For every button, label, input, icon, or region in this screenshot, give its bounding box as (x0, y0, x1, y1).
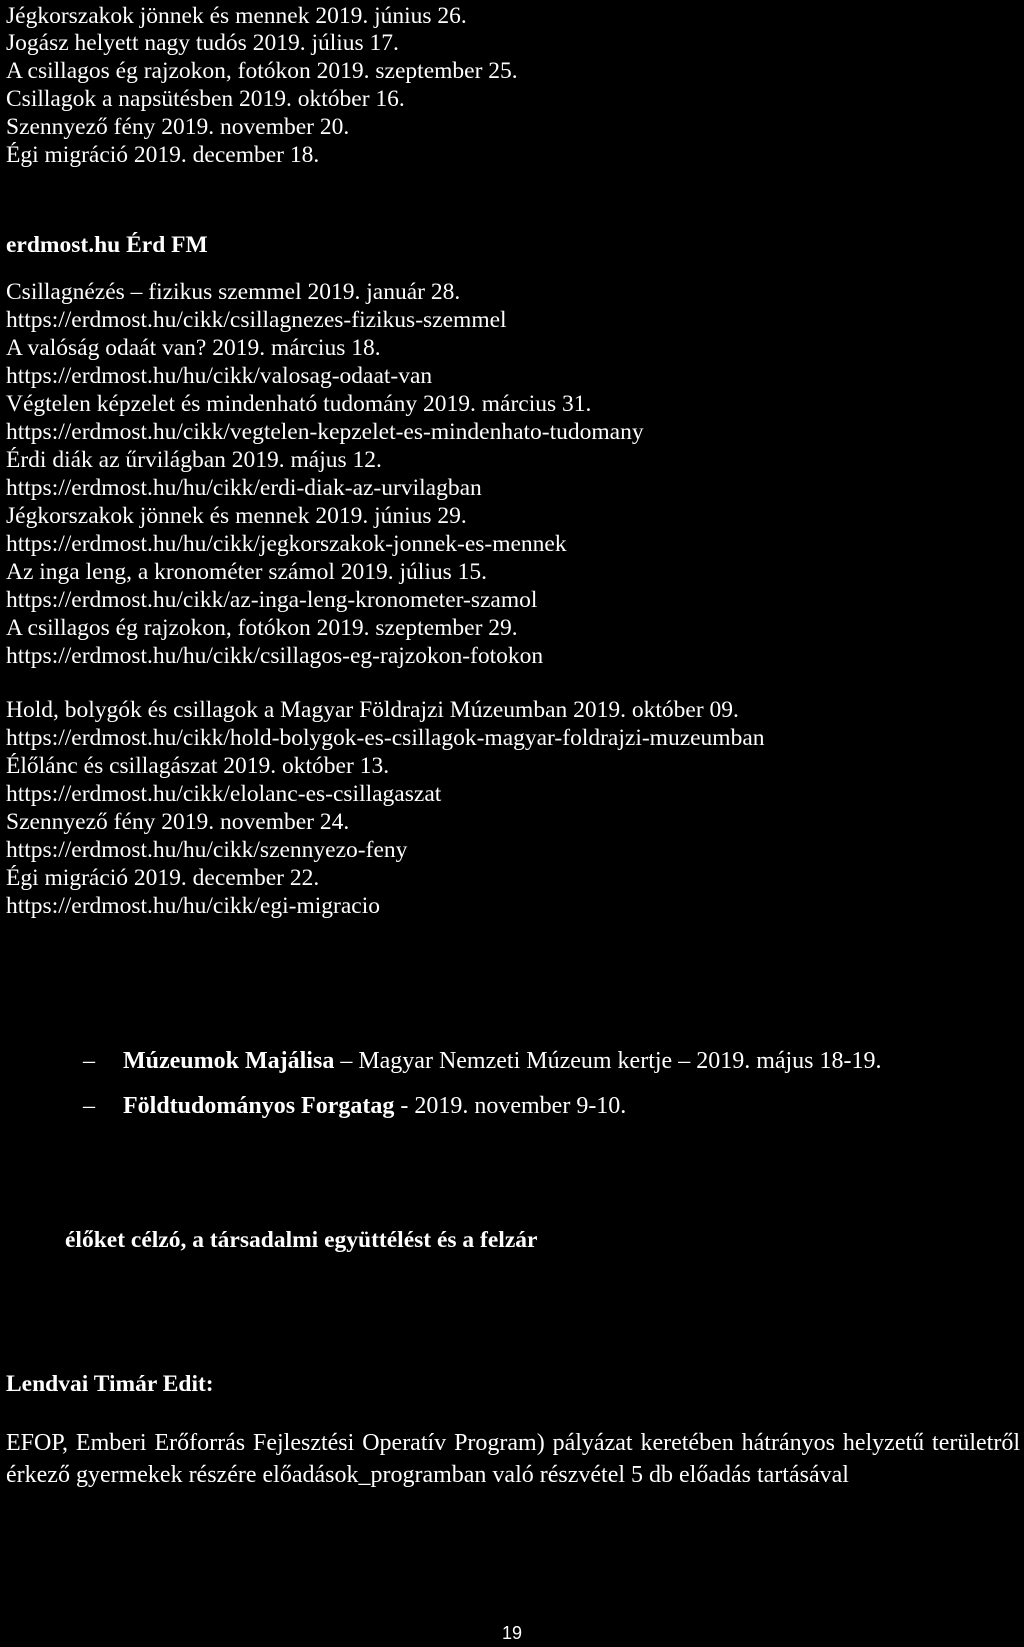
list-item-url: https://erdmost.hu/cikk/elolanc-es-csillagaszat (6, 781, 442, 807)
list-item: Szennyező fény 2019. november 20. (6, 114, 350, 140)
list-item: Érdi diák az űrvilágban 2019. május 12. (6, 447, 382, 473)
list-item: Égi migráció 2019. december 22. (6, 865, 320, 891)
list-item: Végtelen képzelet és mindenható tudomány 2019. március 31. (6, 391, 592, 417)
event-details: - 2019. november 9-10. (394, 1093, 627, 1119)
author-heading: Lendvai Timár Edit: (6, 1371, 214, 1397)
list-item-url: https://erdmost.hu/hu/cikk/csillagos-eg-rajzokon-fotokon (6, 643, 544, 669)
event-item (83, 1046, 882, 1076)
list-item: Hold, bolygók és csillagok a Magyar Földrajzi Múzeumban 2019. október 09. (6, 697, 739, 723)
event-title: Múzeumok Majálisa (123, 1048, 335, 1074)
list-item: Az inga leng, a kronométer számol 2019. július 15. (6, 559, 487, 585)
list-item: A valóság odaát van? 2019. március 18. (6, 335, 381, 361)
event-details: – Magyar Nemzeti Múzeum kertje – 2019. május 18-19. (334, 1048, 882, 1074)
list-item-url: https://erdmost.hu/cikk/az-inga-leng-kronometer-szamol (6, 587, 538, 613)
list-item: A csillagos ég rajzokon, fotókon 2019. szeptember 29. (6, 615, 518, 641)
dash-bullet: – (83, 1093, 95, 1119)
section-heading-erdmost: erdmost.hu Érd FM (6, 232, 208, 258)
list-item: Jégkorszakok jönnek és mennek 2019. június 26. (6, 3, 467, 29)
list-item: Csillagnézés – fizikus szemmel 2019. január 28. (6, 279, 461, 305)
fragment-heading: élőket célzó, a társadalmi együttélést és a felzár (65, 1227, 538, 1253)
list-item-url: https://erdmost.hu/hu/cikk/erdi-diak-az-urvilagban (6, 475, 482, 501)
page-number: 19 (501, 1623, 523, 1643)
list-item-url: https://erdmost.hu/hu/cikk/egi-migracio (6, 893, 380, 919)
list-item: Csillagok a napsütésben 2019. október 16. (6, 86, 405, 112)
list-item: Jogász helyett nagy tudós 2019. július 17. (6, 30, 399, 56)
list-item-url: https://erdmost.hu/cikk/csillagnezes-fizikus-szemmel (6, 307, 507, 333)
list-item: Élőlánc és csillagászat 2019. október 13. (6, 753, 390, 779)
body-paragraph: EFOP, Emberi Erőforrás Fejlesztési Operatív Program) pályázat keretében hátrányos helyzetű területről érkező gyermekek részére előadások_programban való részvétel 5 db előadás tartásával (6, 1430, 1020, 1488)
list-item-url: https://erdmost.hu/hu/cikk/jegkorszakok-jonnek-es-mennek (6, 531, 567, 557)
event-item (83, 1091, 626, 1121)
list-item: A csillagos ég rajzokon, fotókon 2019. szeptember 25. (6, 58, 518, 84)
list-item: Jégkorszakok jönnek és mennek 2019. június 29. (6, 503, 467, 529)
list-item: Égi migráció 2019. december 18. (6, 142, 320, 168)
list-item-url: https://erdmost.hu/cikk/hold-bolygok-es-csillagok-magyar-foldrajzi-muzeumban (6, 725, 765, 751)
list-item: Szennyező fény 2019. november 24. (6, 809, 350, 835)
event-title: Földtudományos Forgatag (123, 1093, 395, 1119)
list-item-url: https://erdmost.hu/hu/cikk/valosag-odaat-van (6, 363, 433, 389)
dash-bullet: – (83, 1048, 95, 1074)
list-item-url: https://erdmost.hu/hu/cikk/szennyezo-feny (6, 837, 408, 863)
list-item-url: https://erdmost.hu/cikk/vegtelen-kepzelet-es-mindenhato-tudomany (6, 419, 644, 445)
